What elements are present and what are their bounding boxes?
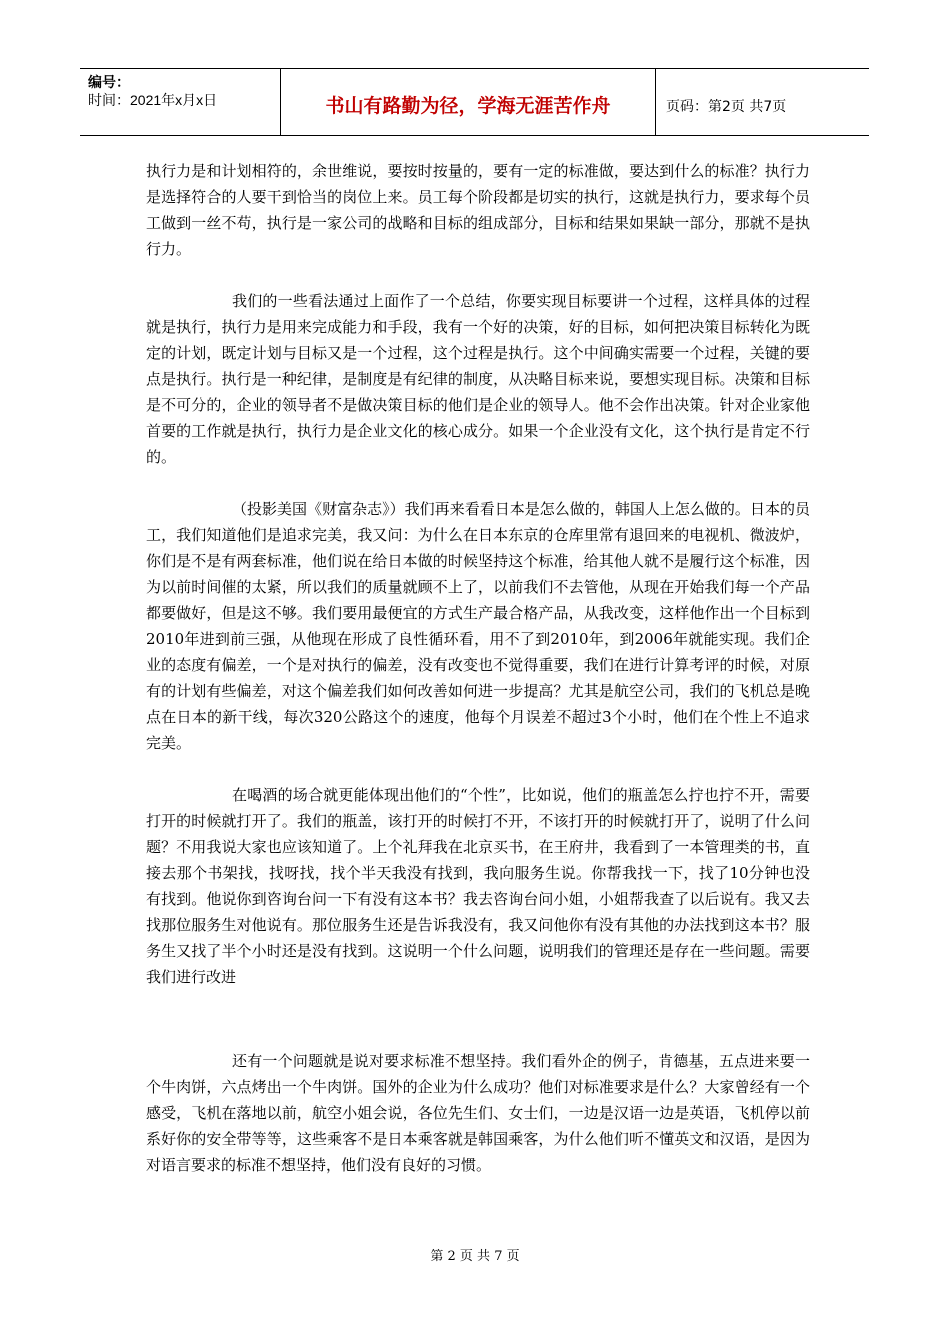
header-motto: 书山有路勤为径，学海无涯苦作舟 (281, 69, 656, 135)
paragraph-5: 还有一个问题就是说对要求标准不想坚持。我们看外企的例子，肯德基，五点进来要一个牛肉饼，六点烤出一个牛肉饼。国外的企业为什么成功？他们对标准要求是什么？大家曾经有一个感受，飞机在落地以前，航空小姐会说，各位先生们、女士们，一边是汉语一边是英语，飞机停以前系好你的安全带等等，这些乘客不是日本乘客就是韩国乘客，为什么他们听不懂英文和汉语，是因为对语言要求的标准不想坚持，他们没有良好的习惯。 (146, 1052, 810, 1174)
paragraph-2: 我们的一些看法通过上面作了一个总结，你要实现目标要讲一个过程，这样具体的过程就是执行，执行力是用来完成能力和手段，我有一个好的决策，好的目标，如何把决策目标转化为既定的计划，既定计划与目标又是一个过程，这个过程是执行。这个中间确实需要一个过程，关键的要点是执行。执行是一种纪律，是制度是有纪律的制度，从决略目标来说，要想实现目标。决策和目标是不可分的，企业的领导者不是做决策目标的他们是企业的领导人。他不会作出决策。针对企业家他首要的工作就是执行，执行力是企业文化的核心成分。如果一个企业没有文化，这个执行是肯定不行的。 (146, 292, 810, 466)
header-page-number: 页码：第2页 共7页 (666, 99, 787, 115)
paragraph-4: 在喝酒的场合就更能体现出他们的“个性”，比如说，他们的瓶盖怎么拧也拧不开，需要打开的时候就打开了。我们的瓶盖，该打开的时候打不开，不该打开的时候就打开了，说明了什么问题？不用我说大家也应该知道了。上个礼拜我在北京买书，在王府井，我看到了一本管理类的书，直接去那个书架找，找呀找，找个半天我没有找到，我向服务生说。你帮我找一下，找了10分钟也没有找到。他说你到咨询台问一下有没有这本书？我去咨询台问小姐，小姐帮我查了以后说有。我又去找那位服务生对他说有。那位服务生还是告诉我没有，我又问他你有没有其他的办法找到这本书？服务生又找了半个小时还是没有找到。这说明一个什么问题，说明我们的管理还是存在一些问题。需要我们进行改进 (146, 786, 810, 986)
header-meta (80, 69, 281, 135)
paragraph-1: 执行力是和计划相符的，余世维说，要按时按量的，要有一定的标准做，要达到什么的标准？执行力是选择符合的人要干到恰当的岗位上来。员工每个阶段都是切实的执行，这就是执行力，要求每个员工做到一丝不苟，执行是一家公司的战略和目标的组成部分，目标和结果如果缺一部分，那就不是执行力。 (146, 162, 810, 258)
page-footer: 第 2 页 共 7 页 (430, 1249, 520, 1264)
paragraph-3: （投影美国《财富杂志》）我们再来看看日本是怎么做的，韩国人上怎么做的。日本的员工，我们知道他们是追求完美，我又问：为什么在日本东京的仓库里常有退回来的电视机、微波炉，你们是不是有两套标准，他们说在给日本做的时候坚持这个标准，给其他人就不是履行这个标准，因为以前时间催的太紧，所以我们的质量就顾不上了，以前我们不去管他，从现在开始我们每一个产品都要做好，但是这不够。我们要用最便宜的方式生产最合格产品，从我改变，这样他作出一个目标到2010年进到前三强，从他现在形成了良性循环看，用不了到2010年，到2006年就能实现。我们企业的态度有偏差，一个是对执行的偏差，没有改变也不觉得重要，我们在进行计算考评的时候，对原有的计划有些偏差，对这个偏差我们如何改善如何进一步提高？尤其是航空公司，我们的飞机总是晚点在日本的新干线，每次320公路这个的速度，他每个月误差不超过3个小时，他们在个性上不追求完美。 (146, 500, 810, 752)
page-header (80, 68, 869, 136)
document-body (146, 158, 810, 1178)
document-number-label: 编号： (88, 74, 130, 90)
document-time-label: 时间：2021年x月x日 (88, 92, 218, 108)
